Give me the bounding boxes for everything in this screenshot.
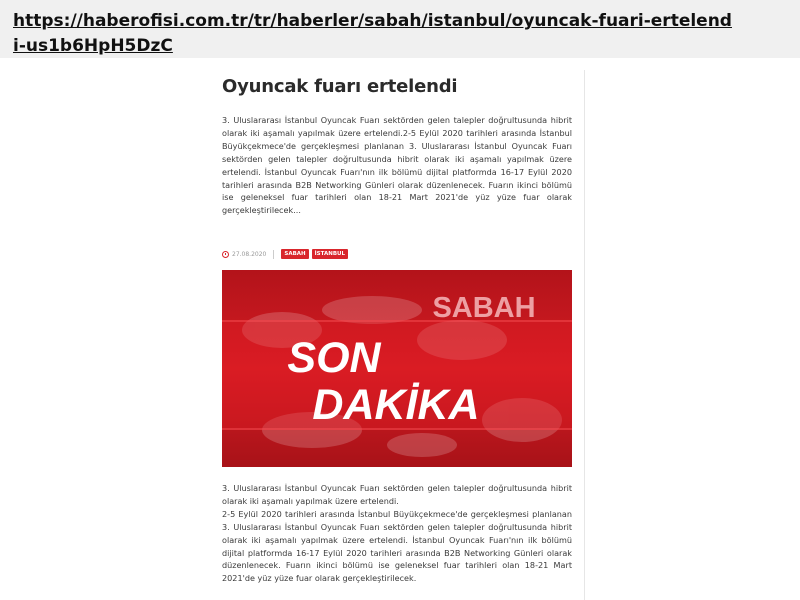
article-paragraph: 2-5 Eylül 2020 tarihleri arasında İstanbul Büyükçekmece'de gerçekleşmesi planlanan 3. Uluslararası İstanbul Oyuncak Fuarı sektörden gelen talepler doğrultusunda hibrit olarak iki aşamalı yapılmak üzere ertelendi. İstanbul Oyuncak Fuarı'nın ilk bölümü dijital platformda 16-17 Eylül 2020 tarihleri arasında B2B Networking Günleri olarak düzenlenecek. Fuarın ikinci bölümü ise geleneksel fuar tarihleri olan 18-21 Mart 2021'de yüz yüze fuar olarak gerçekleştirilecek. <box>222 508 572 584</box>
article-paragraph: 3. Uluslararası İstanbul Oyuncak Fuarı sektörden gelen talepler doğrultusunda hibrit olarak iki aşamalı yapılmak üzere ertelendi. <box>222 483 572 506</box>
article-image[interactable] <box>222 270 572 467</box>
article-date: 27.08.2020 <box>232 250 267 258</box>
son-dakika-banner <box>222 270 572 467</box>
article-meta <box>222 248 348 260</box>
banner-line-1: SON <box>287 334 381 382</box>
tag-badge-istanbul[interactable]: İSTANBUL <box>312 249 348 259</box>
article-excerpt: 3. Uluslararası İstanbul Oyuncak Fuarı sektörden gelen talepler doğrultusunda hibrit olarak iki aşamalı yapılmak üzere ertelendi.2-5 Eylül 2020 tarihleri arasında İstanbul Büyükçekmece'de gerçekleşmesi planlanan 3. Uluslararası İstanbul Oyuncak Fuarı sektörden gelen talepler doğrultusunda hibrit olarak iki aşamalı yapılmak üzere ertelendi. İstanbul Oyuncak Fuarı'nın ilk bölümü dijital platformda 16-17 Eylül 2020 tarihleri arasında B2B Networking Günleri olarak düzenlenecek. Fuarın ikinci bölümü ise geleneksel fuar tarihleri olan 18-21 Mart 2021'de yüz yüze fuar olarak gerçekleştirilecek... <box>222 115 572 216</box>
meta-divider <box>273 250 274 259</box>
tag-badge-sabah[interactable]: SABAH <box>281 249 308 259</box>
clock-icon <box>222 251 229 258</box>
page-url-link[interactable]: https://haberofisi.com.tr/tr/haberler/sabah/istanbul/oyuncak-fuari-ertelendi-us1b6HpH5DzC <box>13 11 732 56</box>
banner-brand: SABAH <box>432 292 536 324</box>
banner-line-2: DAKİKA <box>312 381 480 429</box>
url-bar <box>0 0 800 58</box>
column-divider <box>584 70 585 600</box>
article-body <box>222 482 572 585</box>
article-title[interactable]: Oyuncak fuarı ertelendi <box>222 76 458 97</box>
